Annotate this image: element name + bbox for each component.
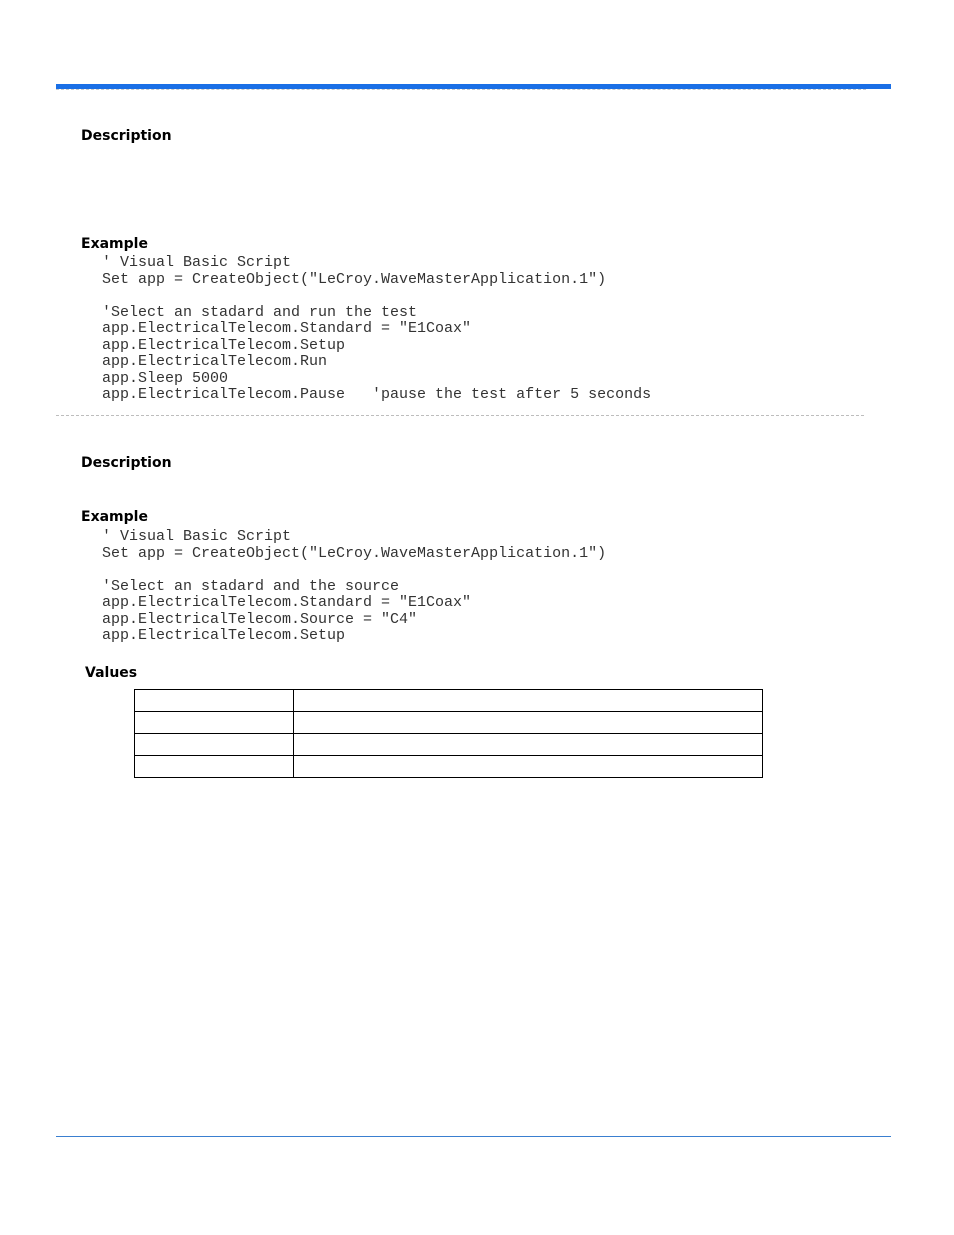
table-cell [294,756,763,778]
code-line: Set app = CreateObject("LeCroy.WaveMasterApplication.1") [102,270,607,288]
description-heading: Description [81,455,172,471]
code-line [102,562,606,579]
table-cell [294,734,763,756]
table-cell [135,690,294,712]
code-line: app.ElectricalTelecom.Run [102,353,328,370]
table-cell [294,690,763,712]
code-line: 'Select an stadard and run the test [102,303,418,321]
code-line: app.ElectricalTelecom.Setup [102,627,346,644]
table-row [135,734,763,756]
code-line: ' Visual Basic Script [102,254,292,271]
code-line: 'Select an stadard and the source [102,577,400,595]
code-line: app.Sleep 5000 [102,369,229,387]
values-table [134,689,763,778]
table-row [135,756,763,778]
example-heading: Example [81,236,148,252]
code-line: ' Visual Basic Script [102,528,292,545]
table-cell [135,712,294,734]
table-cell [135,734,294,756]
code-line: app.ElectricalTelecom.Pause 'pause the test after 5 seconds [102,386,652,403]
table-row [135,712,763,734]
footer-rule [56,1136,891,1137]
code-line [102,288,651,305]
code-line: app.ElectricalTelecom.Standard = "E1Coax" [102,320,472,337]
code-line: app.ElectricalTelecom.Setup [102,336,346,354]
code-line: Set app = CreateObject("LeCroy.WaveMasterApplication.1") [102,544,607,562]
section-divider [56,415,864,416]
table-row [135,690,763,712]
table-cell [294,712,763,734]
example-heading: Example [81,509,148,525]
code-block [102,255,651,404]
table-cell [135,756,294,778]
code-line: app.ElectricalTelecom.Standard = "E1Coax" [102,594,472,611]
code-block [102,529,606,645]
header-dashed-rule [56,89,866,90]
description-heading: Description [81,128,172,144]
code-line: app.ElectricalTelecom.Source = "C4" [102,610,418,628]
values-heading: Values [85,665,138,681]
